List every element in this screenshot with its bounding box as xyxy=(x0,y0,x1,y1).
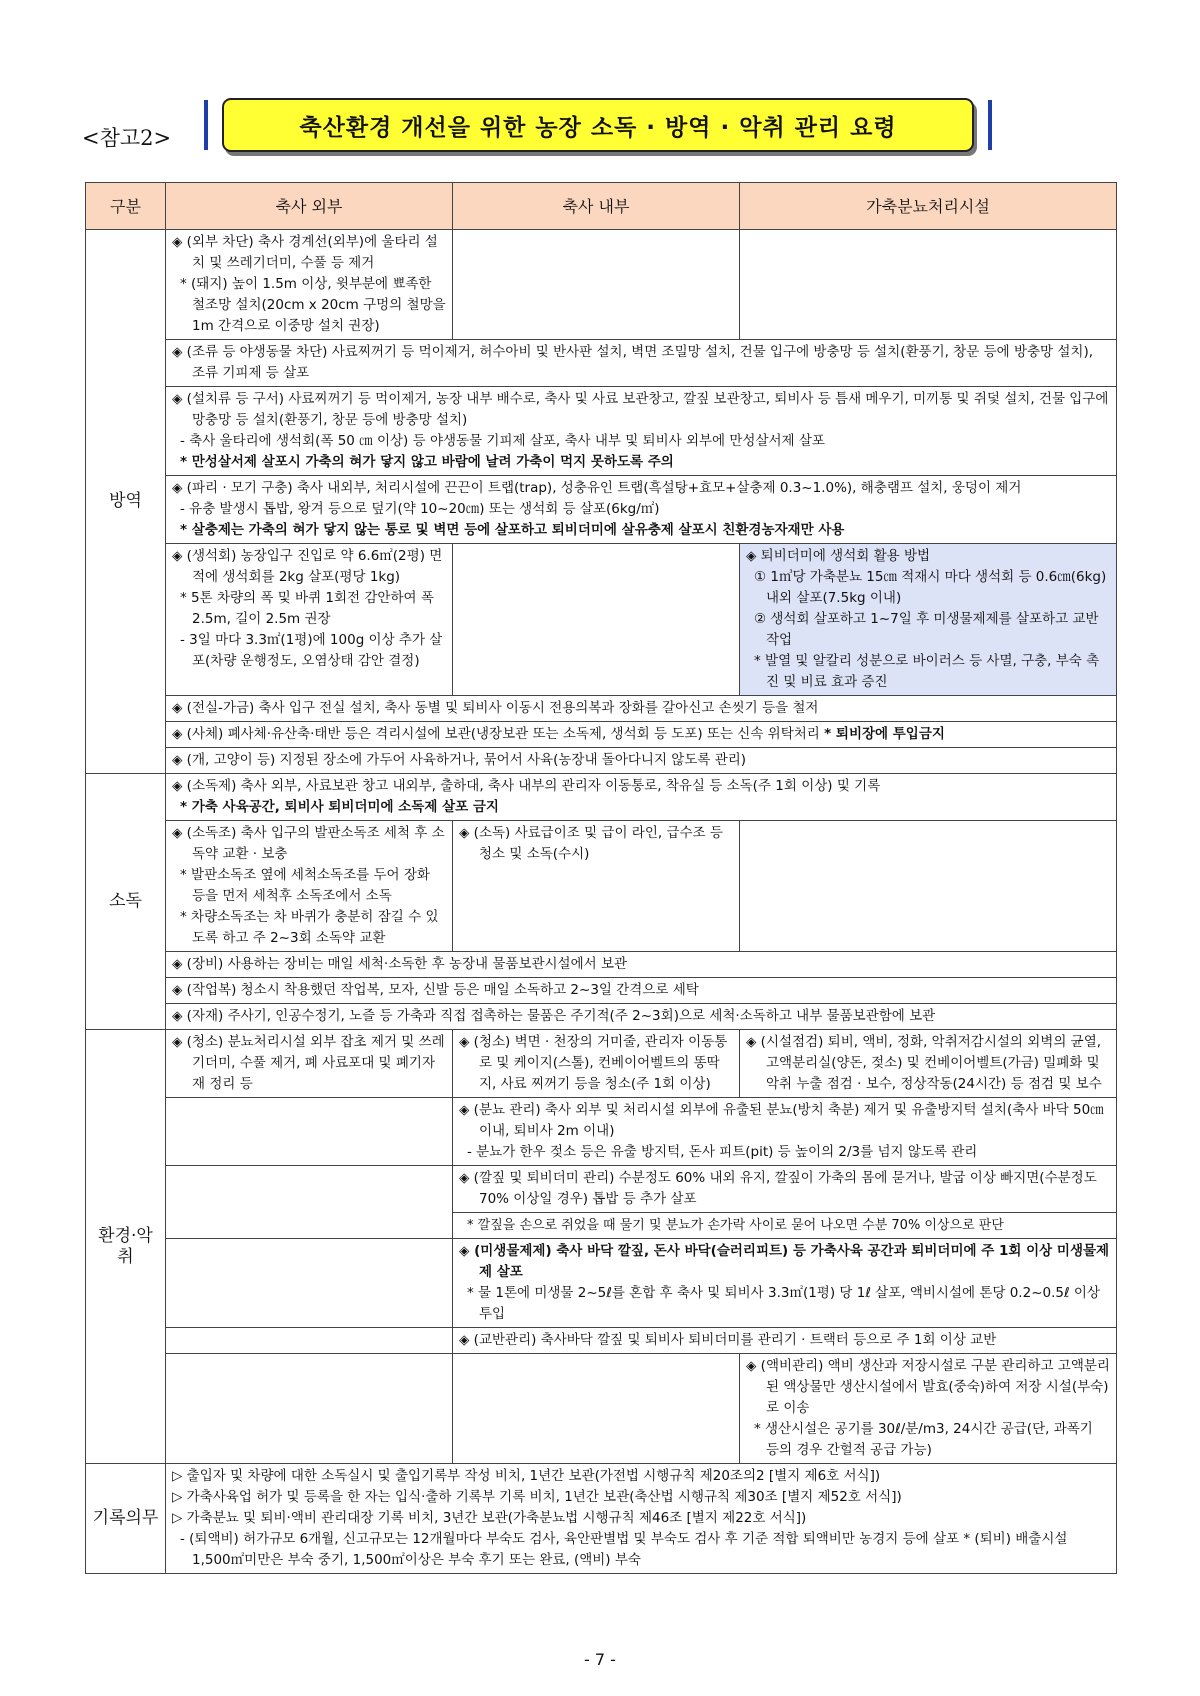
table-row xyxy=(86,387,1117,476)
table-row xyxy=(86,748,1117,774)
table-cell xyxy=(166,1030,453,1098)
cell-note: * 깔짚을 손으로 쥐었을 때 물기 및 분뇨가 손가락 사이로 묻어 나오면 수분 70% 이상으로 판단 xyxy=(467,1218,1004,1233)
cell-text: ◈ 퇴비더미에 생석회 활용 방법 xyxy=(746,548,931,564)
table-row xyxy=(86,1328,1117,1354)
cell-emphasis: * 퇴비장에 투입금지 xyxy=(824,726,945,742)
cell-note: - 분뇨가 한우 젖소 등은 유출 방지턱, 돈사 피트(pit) 등 높이의 2/3를 넘지 않도록 관리 xyxy=(467,1144,978,1160)
cell-text: ◈ (자재) 주사기, 인공수정기, 노즐 등 가축과 직접 접촉하는 물품은 주기적(주 2~3회)으로 세척·소독하고 내부 물품보관함에 보관 xyxy=(172,1008,936,1024)
empty-cell xyxy=(166,1166,453,1239)
table-row xyxy=(86,1166,1117,1213)
col-header-facility: 가축분뇨처리시설 xyxy=(740,183,1117,230)
cell-note: * 가축 사육공간, 퇴비사 퇴비더미에 소독제 살포 금지 xyxy=(180,799,499,815)
table-row xyxy=(86,1030,1117,1098)
cell-text: ▷ 가축사육업 허가 및 등록을 한 자는 입식·출하 기록부 기록 비치, 1년간 보관(축산법 시행규칙 제30조 [별지 제52호 서식]) xyxy=(172,1489,902,1505)
table-cell xyxy=(166,340,1117,387)
cell-text: ◈ (소독) 사료급이조 및 급이 라인, 급수조 등 청소 및 소독(수시) xyxy=(459,825,723,862)
empty-cell xyxy=(453,544,740,696)
title-left-bar xyxy=(204,100,208,150)
cell-note: - 3일 마다 3.3㎡(1평)에 100g 이상 추가 살포(차량 운행정도, 오염상태 감안 결정) xyxy=(180,632,443,669)
table-row xyxy=(86,821,1117,952)
table-cell xyxy=(453,821,740,952)
cell-text: ◈ (사체) 폐사체·유산축·태반 등은 격리시설에 보관(냉장보관 또는 소독제, 생석회 등 도포) 또는 신속 위탁처리 xyxy=(172,726,820,742)
table-cell xyxy=(166,952,1117,978)
cell-text: ◈ (소독조) 축사 입구의 발판소독조 세척 후 소독약 교환 · 보충 xyxy=(172,825,445,862)
table-row xyxy=(86,978,1117,1004)
cell-text: ◈ (교반관리) 축사바닥 깔짚 및 퇴비사 퇴비더미를 관리기 · 트랙터 등으로 주 1회 이상 교반 xyxy=(459,1332,997,1348)
cell-text: ◈ (생석회) 농장입구 진입로 약 6.6㎡(2평) 면적에 생석회를 2kg 살포(평당 1kg) xyxy=(172,548,443,585)
cell-note: * 만성살서제 살포시 가축의 혀가 닿지 않고 바람에 날려 가축이 먹지 못하도록 주의 xyxy=(180,454,674,470)
cell-text: ◈ (파리 · 모기 구충) 축사 내외부, 처리시설에 끈끈이 트랩(trap), 성충유인 트랩(흑설탕+효모+살충제 0.3~1.0%), 해충램프 설치, 웅덩이 제거 xyxy=(172,480,1022,496)
title-right-bar xyxy=(988,100,992,150)
cell-text: ▷ 출입자 및 차량에 대한 소독실시 및 출입기록부 작성 비치, 1년간 보관(가전법 시행규칙 제20조의2 [별지 제6호 서식]) xyxy=(172,1468,881,1484)
reference-label: <참고2> xyxy=(82,126,172,150)
table-row xyxy=(86,1239,1117,1328)
cell-note: * (돼지) 높이 1.5m 이상, 윗부분에 뾰족한 철조망 설치(20cm x 20cm 구멍의 철망을 1m 간격으로 이중망 설치 권장) xyxy=(180,276,446,334)
cell-note: - 축사 울타리에 생석회(폭 50 ㎝ 이상) 등 야생동물 기피제 살포, 축사 내부 및 퇴비사 외부에 만성살서제 살포 xyxy=(180,433,825,449)
title-banner xyxy=(204,98,992,154)
table-cell xyxy=(166,696,1117,722)
cell-note: - 유충 발생시 톱밥, 왕겨 등으로 덮기(약 10~20㎝) 또는 생석회 등 살포(6kg/㎡) xyxy=(180,501,660,517)
table-cell xyxy=(453,1030,740,1098)
table-row xyxy=(86,230,1117,340)
table-cell xyxy=(166,1464,1117,1574)
table-cell xyxy=(453,1213,1117,1239)
table-row xyxy=(86,1004,1117,1030)
table-row xyxy=(86,774,1117,821)
category-cell: 환경·악취 xyxy=(86,1030,166,1464)
cell-text: ◈ (청소) 분뇨처리시설 외부 잡초 제거 및 쓰레기더미, 수풀 제거, 폐 사료포대 및 폐기자재 정리 등 xyxy=(172,1034,445,1092)
table-cell xyxy=(166,978,1117,1004)
table-cell xyxy=(453,1166,1117,1213)
cell-text: ◈ (분뇨 관리) 축사 외부 및 처리시설 외부에 유출된 분뇨(방치 축분) 제거 및 유출방지턱 설치(축사 바닥 50㎝ 이내, 퇴비사 2m 이내) xyxy=(459,1102,1104,1139)
cell-note: * 5톤 차량의 폭 및 바퀴 1회전 감안하여 폭 2.5m, 길이 2.5m 권장 xyxy=(180,590,434,627)
table-cell xyxy=(166,722,1117,748)
table-cell-highlight xyxy=(740,544,1117,696)
table-cell xyxy=(166,774,1117,821)
empty-cell xyxy=(166,1098,453,1166)
cell-text: ▷ 가축분뇨 및 퇴비·액비 관리대장 기록 비치, 3년간 보관(가축분뇨법 시행규칙 제46조 [별지 제22호 서식]) xyxy=(172,1510,807,1526)
cell-text: ◈ (청소) 벽면 · 천장의 거미줄, 관리자 이동통로 및 케이지(스톨), 컨베이어벨트의 똥딱지, 사료 찌꺼기 등을 청소(주 1회 이상) xyxy=(459,1034,728,1092)
table-row xyxy=(86,476,1117,544)
page-number: - 7 - xyxy=(584,1650,616,1669)
table-row xyxy=(86,952,1117,978)
cell-note: * 생산시설은 공기를 30ℓ/분/m3, 24시간 공급(단, 과폭기 등의 경우 간헐적 공급 가능) xyxy=(754,1421,1093,1458)
empty-cell xyxy=(453,230,740,340)
guidelines-table xyxy=(85,182,1117,1574)
empty-cell xyxy=(166,1328,453,1354)
cell-note: * 발열 및 알칼리 성분으로 바이러스 등 사멸, 구충, 부숙 촉진 및 비료 효과 증진 xyxy=(754,653,1100,690)
cell-note: * 차량소독조는 차 바퀴가 충분히 잠길 수 있도록 하고 주 2~3회 소독약 교환 xyxy=(180,909,439,946)
table-cell xyxy=(453,1328,1117,1354)
table-cell xyxy=(166,544,453,696)
table-cell xyxy=(166,748,1117,774)
table-cell xyxy=(166,387,1117,476)
cell-text: ◈ (작업복) 청소시 착용했던 작업복, 모자, 신발 등은 매일 소독하고 2~3일 간격으로 세탁 xyxy=(172,982,699,998)
cell-note: * 살충제는 가축의 혀가 닿지 않는 통로 및 벽면 등에 살포하고 퇴비더미에 살유충제 살포시 친환경농자재만 사용 xyxy=(180,522,845,538)
empty-cell xyxy=(740,230,1117,340)
table-cell xyxy=(453,1239,1117,1328)
category-cell: 방역 xyxy=(86,230,166,774)
table-row xyxy=(86,1464,1117,1574)
col-header-inside: 축사 내부 xyxy=(453,183,740,230)
empty-cell xyxy=(166,1239,453,1328)
table-row xyxy=(86,696,1117,722)
empty-cell xyxy=(740,821,1117,952)
table-cell xyxy=(166,821,453,952)
cell-text: ◈ (전실-가금) 축사 입구 전실 설치, 축사 동별 및 퇴비사 이동시 전용의복과 장화를 갈아신고 손씻기 등을 철저 xyxy=(172,700,819,716)
cell-text: ◈ (개, 고양이 등) 지정된 장소에 가두어 사육하거나, 묶어서 사육(농장내 돌아다니지 않도록 관리) xyxy=(172,752,747,768)
table-cell xyxy=(166,1004,1117,1030)
table-row xyxy=(86,722,1117,748)
empty-cell xyxy=(453,1354,740,1464)
table-cell xyxy=(166,476,1117,544)
cell-note: - (퇴액비) 허가규모 6개월, 신고규모는 12개월마다 부숙도 검사, 육안판별법 및 부숙도 검사 후 기준 적합 퇴액비만 농경지 등에 살포 * (퇴비) 배출시설 1,500㎡미만은 부숙 중기, 1,500㎡이상은 부숙 후기 또는 완료, (액비) 부숙 xyxy=(180,1531,1068,1568)
table-row xyxy=(86,1354,1117,1464)
cell-text: ◈ (외부 차단) 축사 경계선(외부)에 울타리 설치 및 쓰레기더미, 수풀 등 제거 xyxy=(172,234,438,271)
table-cell xyxy=(740,1030,1117,1098)
cell-text: ◈ (미생물제제) 축사 바닥 깔짚, 돈사 바닥(슬러리피트) 등 가축사육 공간과 퇴비더미에 주 1회 이상 미생물제제 살포 xyxy=(459,1243,1110,1280)
table-cell xyxy=(166,230,453,340)
cell-text: ◈ (장비) 사용하는 장비는 매일 세척·소독한 후 농장내 물품보관시설에서 보관 xyxy=(172,956,628,972)
cell-text: ◈ (조류 등 야생동물 차단) 사료찌꺼기 등 먹이제거, 허수아비 및 반사판 설치, 벽면 조밀망 설치, 건물 입구에 방충망 등 설치(환풍기, 창문 등에 방충망 설치), 조류 기피제 등 살포 xyxy=(172,344,1094,381)
cell-note: * 물 1톤에 미생물 2~5ℓ를 혼합 후 축사 및 퇴비사 3.3㎡(1평) 당 1ℓ 살포, 액비시설에 톤당 0.2~0.5ℓ 이상 투입 xyxy=(467,1285,1100,1322)
cell-note: ① 1㎥당 가축분뇨 15㎝ 적재시 마다 생석회 등 0.6㎝(6kg) 내외 살포(7.5kg 이내) xyxy=(754,569,1107,606)
cell-text: ◈ (액비관리) 액비 생산과 저장시설로 구분 관리하고 고액분리된 액상물만 생산시설에서 발효(중숙)하여 저장 시설(부숙)로 이송 xyxy=(746,1358,1110,1416)
table-row xyxy=(86,544,1117,696)
table-cell xyxy=(740,1354,1117,1464)
table-row xyxy=(86,340,1117,387)
empty-cell xyxy=(166,1354,453,1464)
category-cell: 소독 xyxy=(86,774,166,1030)
cell-note: ② 생석회 살포하고 1~7일 후 미생물제제를 살포하고 교반 작업 xyxy=(754,611,1099,648)
cell-text: ◈ (시설점검) 퇴비, 액비, 정화, 악취저감시설의 외벽의 균열, 고액분리실(양돈, 젖소) 및 컨베이어벨트(가금) 밀폐화 및 악취 누출 점검 · 보수, 정상작동(24시간) 등 점검 및 보수 xyxy=(746,1034,1102,1092)
cell-text: ◈ (소독제) 축사 외부, 사료보관 창고 내외부, 출하대, 축사 내부의 관리자 이동통로, 착유실 등 소독(주 1회 이상) 및 기록 xyxy=(172,778,881,794)
cell-text: ◈ (설치류 등 구서) 사료찌꺼기 등 먹이제거, 농장 내부 배수로, 축사 및 사료 보관창고, 깔짚 보관창고, 퇴비사 등 틈새 메우기, 미끼통 및 쥐덫 설치, 건물 입구에 망충망 등 설치(환풍기, 창문 등에 방충망 설치) xyxy=(172,391,1109,428)
page-title: 축산환경 개선을 위한 농장 소독 · 방역 · 악취 관리 요령 xyxy=(222,98,974,152)
table-cell xyxy=(453,1098,1117,1166)
cell-text: ◈ (깔짚 및 퇴비더미 관리) 수분정도 60% 내외 유지, 깔짚이 가축의 몸에 묻거나, 발굽 이상 빠지면(수분정도 70% 이상일 경우) 톱밥 등 추가 살포 xyxy=(459,1170,1097,1207)
category-cell: 기록의무 xyxy=(86,1464,166,1574)
cell-note: * 발판소독조 옆에 세척소독조를 두어 장화 등을 먼저 세척후 소독조에서 소독 xyxy=(180,867,430,904)
col-header-category: 구분 xyxy=(86,183,166,230)
table-row xyxy=(86,1098,1117,1166)
col-header-outside: 축사 외부 xyxy=(166,183,453,230)
header-row xyxy=(86,183,1117,230)
